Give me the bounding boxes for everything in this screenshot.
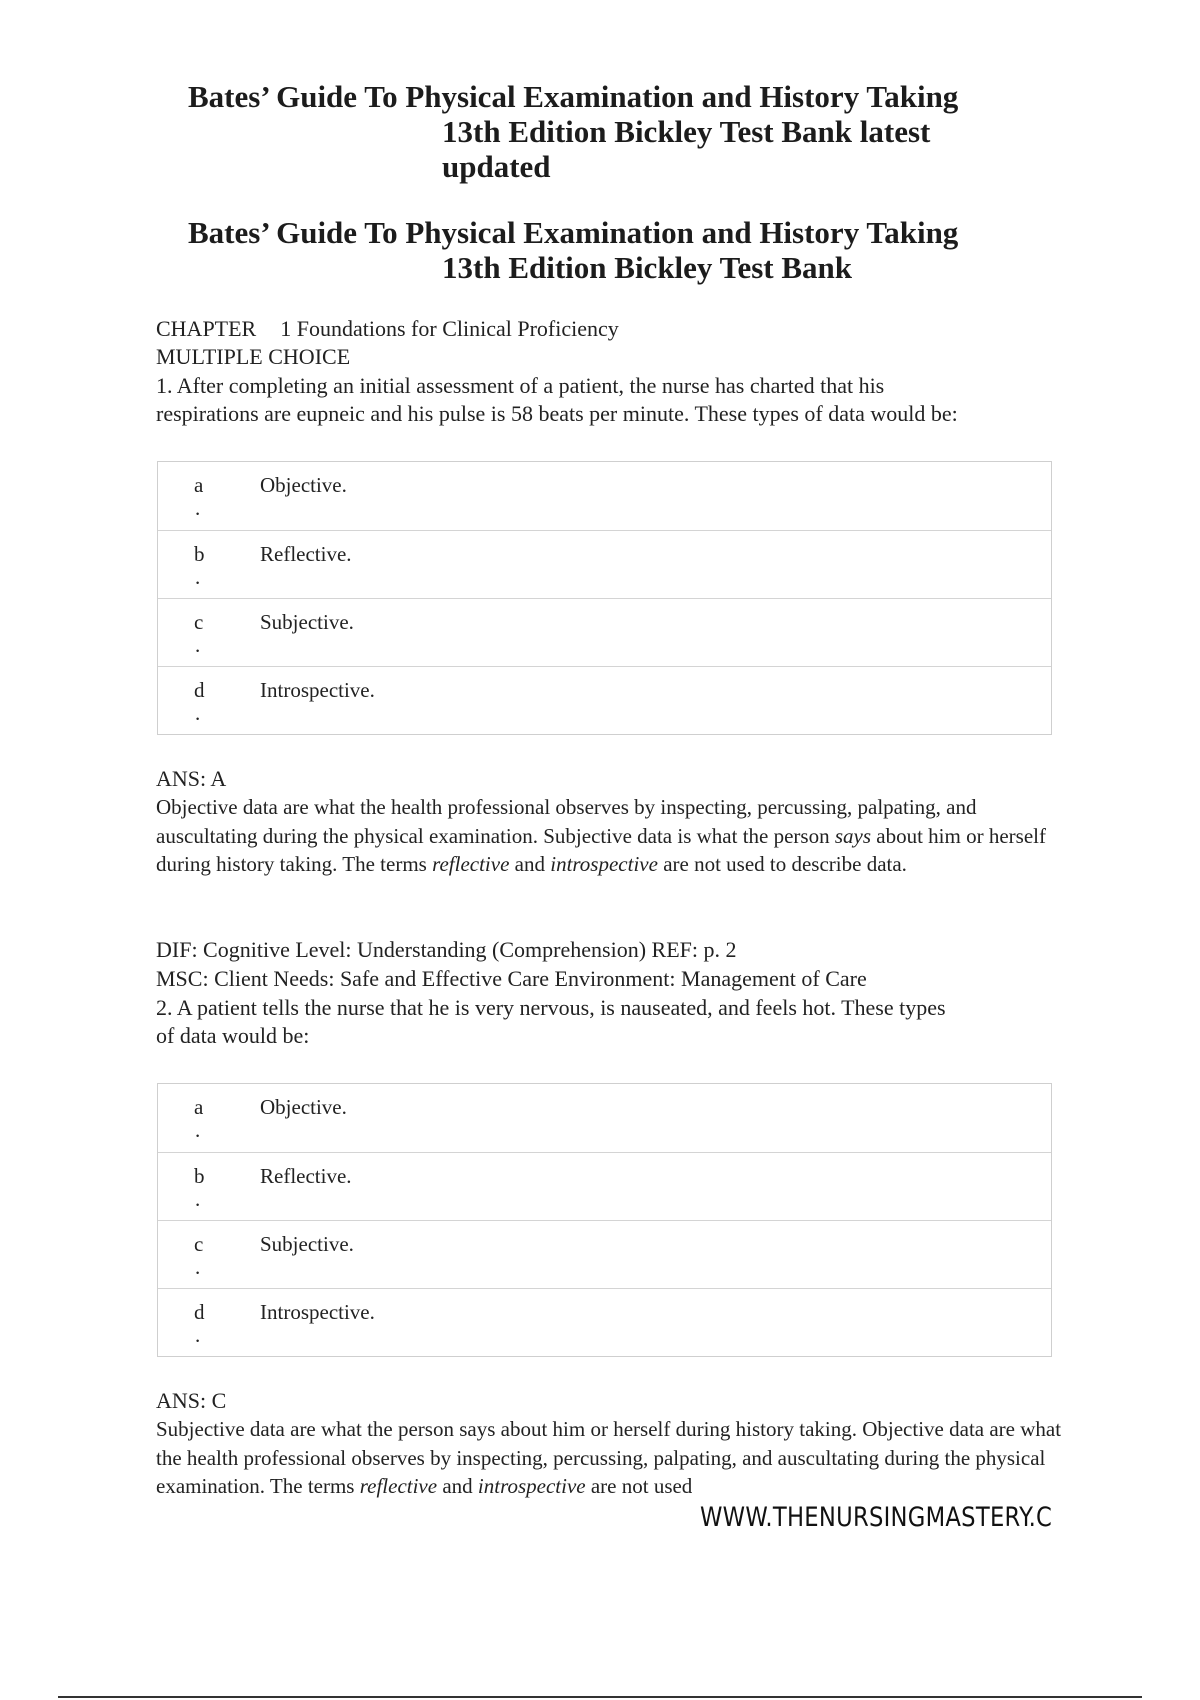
choice-row (158, 462, 1051, 530)
choice-text: Introspective. (260, 1300, 375, 1324)
watermark-url: WWW.THENURSINGMASTERY.C (700, 1502, 1053, 1533)
question-1-stem-line-2: respirations are eupneic and his pulse is 58 beats per minute. These types of data would be: (156, 401, 958, 426)
rationale-emphasis: introspective (550, 852, 658, 876)
choice-row (158, 1288, 1051, 1356)
choice-row (158, 598, 1051, 666)
choice-dot: . (195, 1187, 201, 1211)
choice-dot: . (195, 565, 201, 589)
title-line-1: Bates’ Guide To Physical Examination and History Taking (188, 79, 959, 114)
rationale-emphasis: introspective (477, 1474, 586, 1498)
chapter-title: 1 Foundations for Clinical Proficiency (280, 316, 619, 341)
choice-dot: . (195, 496, 201, 520)
document-subtitle (188, 215, 1028, 285)
question-1-rationale (156, 793, 1076, 879)
rationale-text: Subjective data are what the person says about him or herself during history taking. Objective data are what the health professional observes by inspecting, percussing, palpating, and auscultating during the physical examination. The terms (156, 1417, 1062, 1498)
choice-row (158, 666, 1051, 734)
rationale-emphasis: reflective (432, 852, 510, 876)
choice-letter: a (194, 1095, 204, 1119)
question-1-answer: ANS: A (156, 766, 227, 791)
choice-row (158, 1220, 1051, 1288)
rationale-text: and (509, 852, 551, 876)
question-2-answer: ANS: C (156, 1388, 227, 1413)
choice-row (158, 530, 1051, 598)
choice-letter: d (194, 1300, 205, 1324)
choice-letter: c (194, 1232, 204, 1256)
rationale-text: are not used (585, 1474, 693, 1498)
chapter-heading (156, 315, 1086, 343)
choice-letter: b (194, 542, 205, 566)
choice-text: Reflective. (260, 542, 352, 566)
title-line-3: updated (442, 149, 551, 184)
choice-text: Reflective. (260, 1164, 352, 1188)
subtitle-line-2: 13th Edition Bickley Test Bank (442, 250, 853, 285)
choice-letter: c (194, 610, 204, 634)
question-1-choices (157, 461, 1052, 735)
question-1-difficulty: DIF: Cognitive Level: Understanding (Comprehension) REF: p. 2 (156, 937, 737, 962)
rationale-text: Objective data are what the health professional observes by inspecting, percussing, palpating, and auscultating during the physical examination. Subjective data is what the person (156, 795, 977, 848)
page-bottom-rule (58, 1696, 1142, 1698)
choice-text: Subjective. (260, 610, 354, 634)
question-1-client-needs: MSC: Client Needs: Safe and Effective Care Environment: Management of Care (156, 966, 867, 991)
subtitle-line-1: Bates’ Guide To Physical Examination and History Taking (188, 215, 959, 250)
choice-row (158, 1152, 1051, 1220)
choice-text: Introspective. (260, 678, 375, 702)
question-2-stem-line-2: of data would be: (156, 1023, 310, 1048)
rationale-emphasis: reflective (359, 1474, 438, 1498)
choice-dot: . (195, 633, 201, 657)
document-title (188, 79, 1028, 184)
rationale-text: about him or herself during history taking. The terms (156, 823, 1046, 876)
choice-text: Objective. (260, 473, 347, 497)
title-line-2: 13th Edition Bickley Test Bank latest (442, 114, 931, 149)
rationale-text: and (437, 1474, 478, 1498)
choice-row (158, 1084, 1051, 1152)
chapter-label: CHAPTER (156, 316, 257, 341)
section-heading: MULTIPLE CHOICE (156, 344, 351, 369)
choice-dot: . (195, 701, 201, 725)
question-2-rationale (156, 1415, 1076, 1501)
question-1-stem-line-1: 1. After completing an initial assessment of a patient, the nurse has charted that his (156, 373, 885, 398)
choice-dot: . (195, 1255, 201, 1279)
choice-letter: a (194, 473, 204, 497)
choice-text: Subjective. (260, 1232, 354, 1256)
choice-letter: b (194, 1164, 205, 1188)
choice-letter: d (194, 678, 205, 702)
question-2-stem-line-1: 2. A patient tells the nurse that he is very nervous, is nauseated, and feels hot. These types (156, 995, 946, 1020)
choice-dot: . (195, 1323, 201, 1347)
question-2-choices (157, 1083, 1052, 1357)
rationale-emphasis: says (834, 823, 872, 848)
choice-text: Objective. (260, 1095, 347, 1119)
rationale-text: are not used to describe data. (657, 852, 907, 876)
choice-dot: . (195, 1118, 201, 1142)
